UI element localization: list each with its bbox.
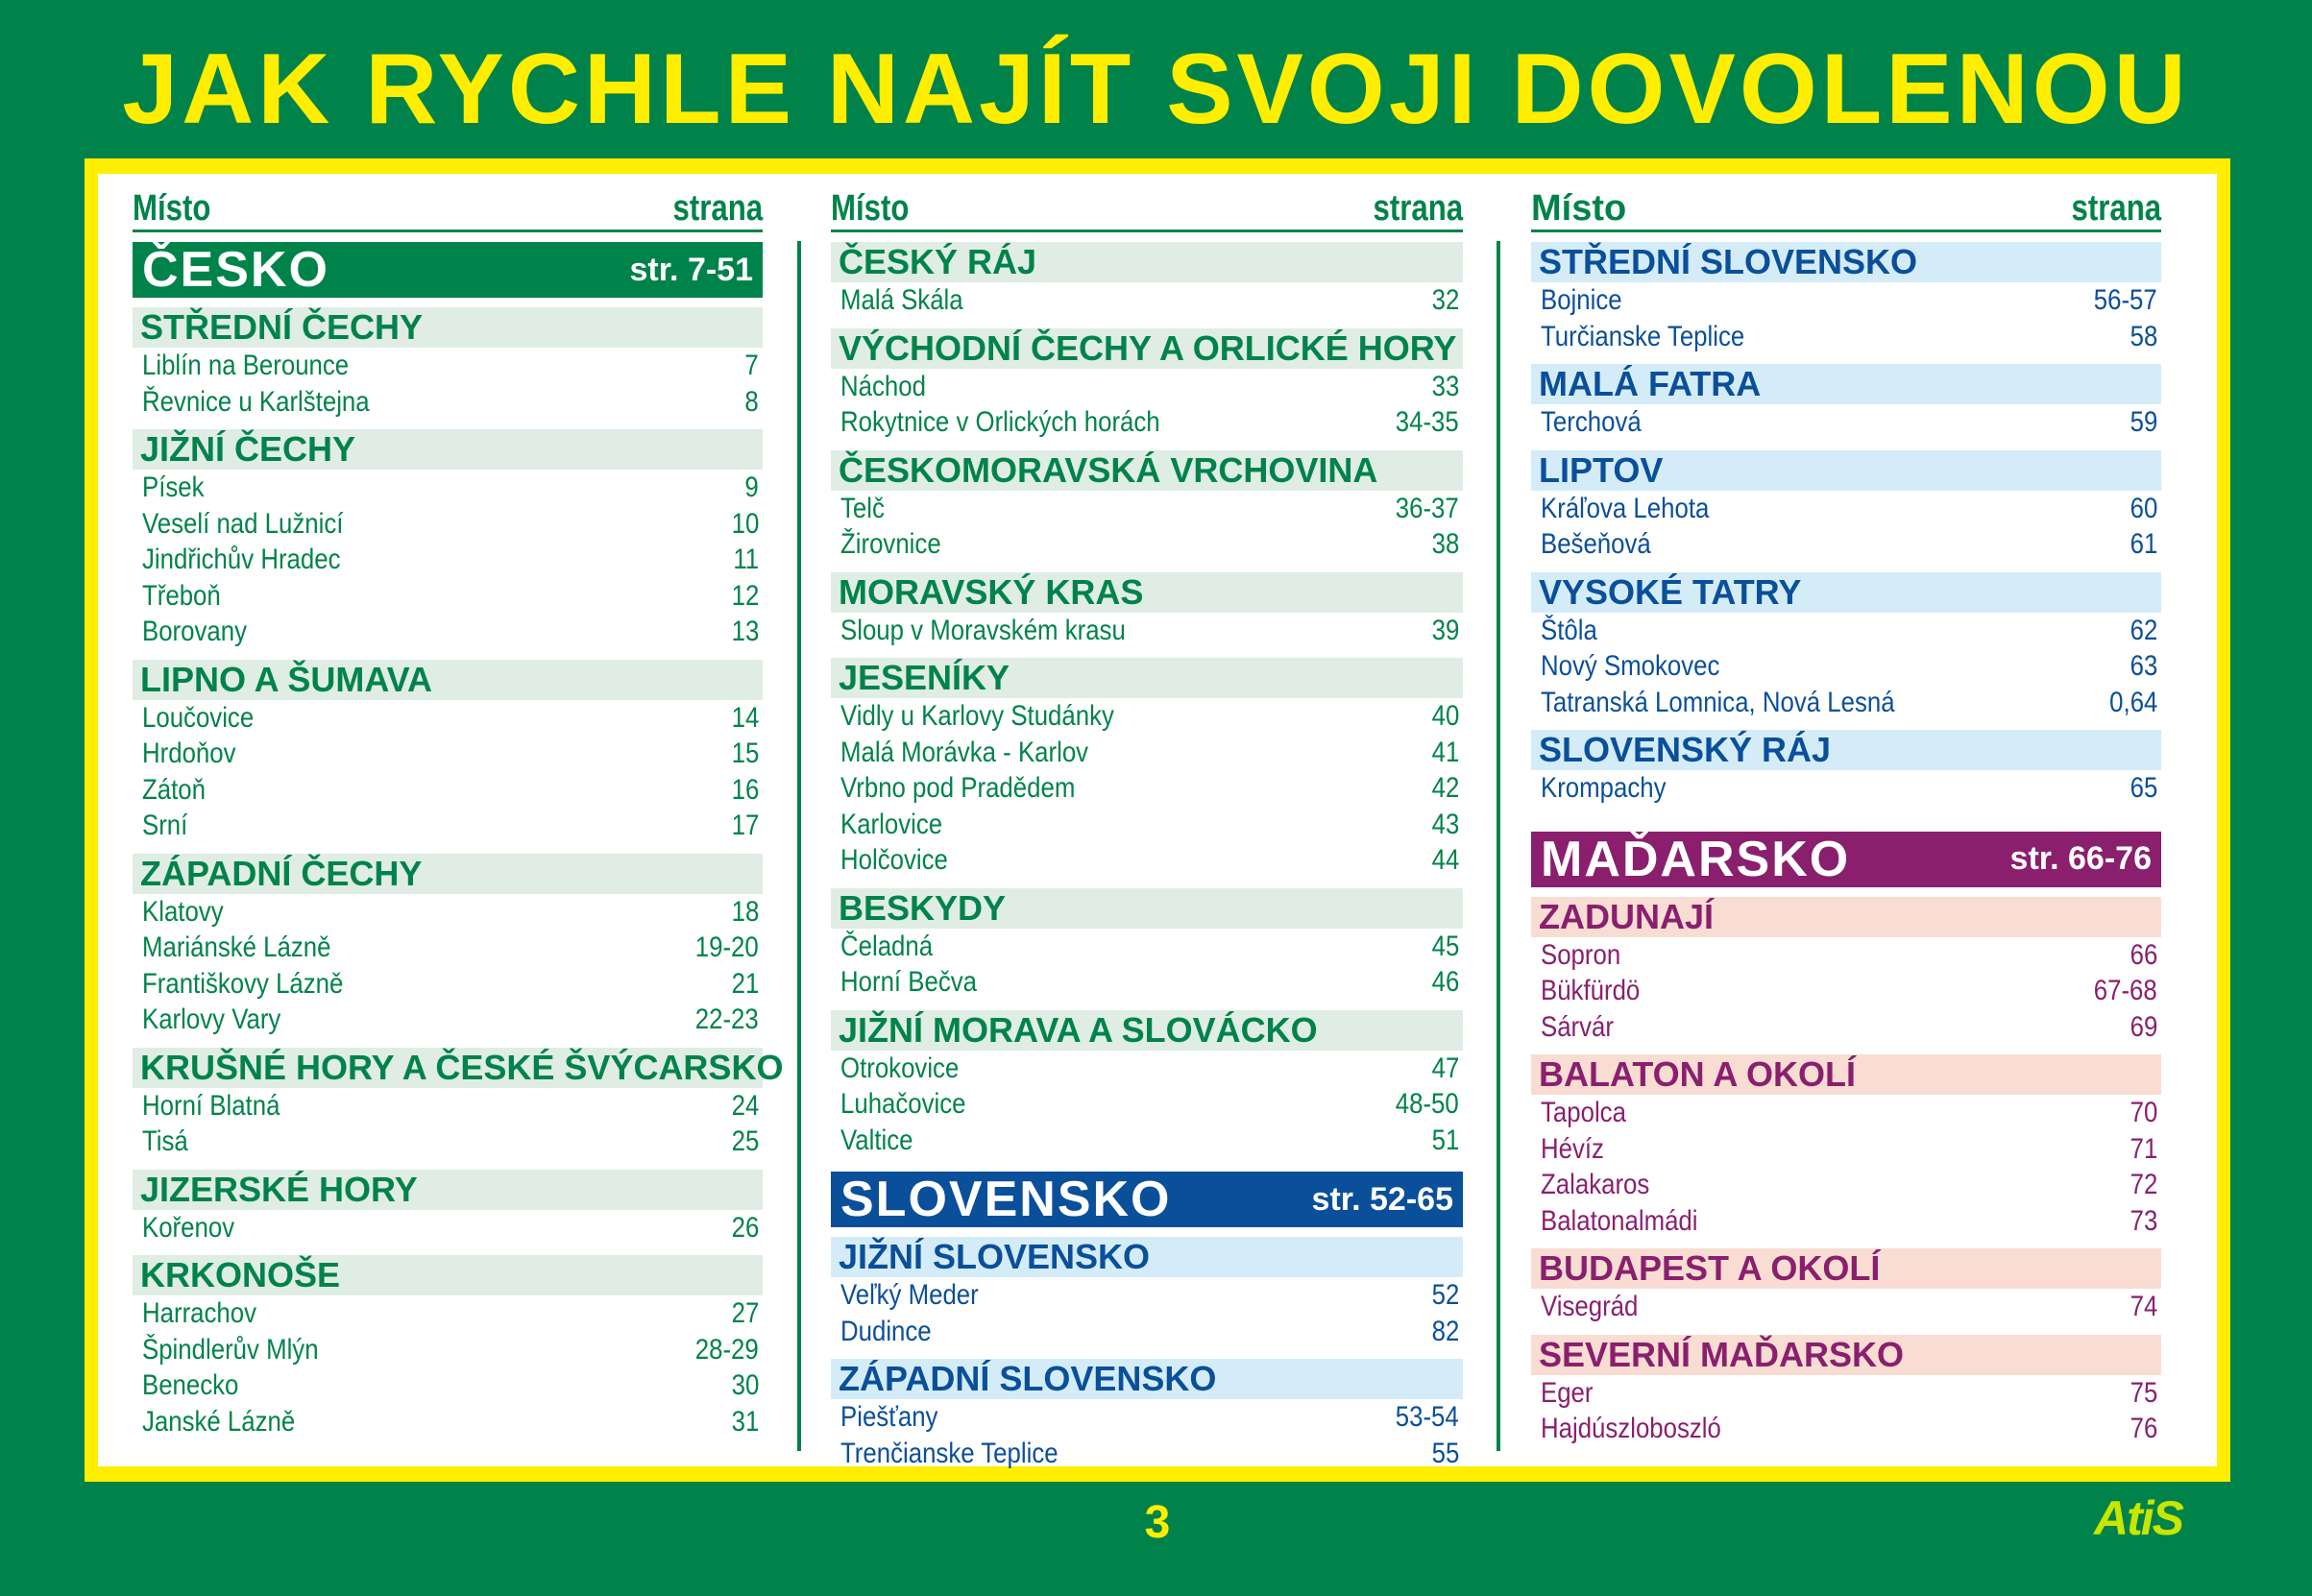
page-title: JAK RYCHLE NAJÍT SVOJI DOVOLENOU (122, 34, 2190, 145)
region-heading: SEVERNÍ MAĎARSKO (1531, 1335, 2161, 1375)
page-number: 8 (744, 385, 759, 418)
region-heading: JESENÍKY (831, 658, 1463, 698)
place-name: Čeladná (840, 930, 934, 962)
page-number: 10 (731, 507, 759, 540)
place-name: Karlovy Vary (142, 1004, 281, 1035)
list-item (1531, 1411, 2161, 1447)
country-banner-madarsko (1531, 832, 2161, 887)
page-number: 67-68 (2094, 975, 2157, 1006)
list-item (831, 929, 1463, 965)
list-item (831, 1086, 1463, 1123)
page-number: 31 (731, 1405, 759, 1438)
list-item (831, 491, 1463, 527)
page-number: 21 (731, 967, 759, 1000)
page-number: 30 (731, 1369, 759, 1401)
region-heading: VÝCHODNÍ ČECHY A ORLICKÉ HORY (831, 328, 1463, 369)
place-name: Bešeňová (1541, 528, 1651, 560)
page-number: 18 (731, 895, 759, 928)
list-item (831, 964, 1463, 1001)
list-item (1531, 1375, 2161, 1412)
list-item (133, 506, 763, 543)
col1-green (133, 242, 784, 1439)
list-item (1531, 1131, 2161, 1168)
list-item (1531, 1203, 2161, 1240)
region-heading: STŘEDNÍ SLOVENSKO (1531, 242, 2161, 282)
page-number: 3 (1144, 1497, 1171, 1548)
list-item (133, 1367, 763, 1404)
place-name: Kráľova Lehota (1541, 492, 1710, 524)
place-name: Řevnice u Karlštejna (142, 385, 370, 418)
place-name: Visegrád (1541, 1291, 1639, 1322)
place-name: Tatranská Lomnica, Nová Lesná (1541, 686, 1895, 718)
place-name: Bojnice (1541, 284, 1622, 316)
place-name: Kořenov (142, 1211, 235, 1244)
page-number: 14 (731, 701, 759, 734)
region-heading: ČESKOMORAVSKÁ VRCHOVINA (831, 450, 1463, 491)
region-list (133, 307, 784, 1439)
list-item (831, 735, 1463, 771)
region-heading: ZADUNAJÍ (1531, 897, 2161, 937)
list-item (831, 1277, 1463, 1314)
place-name: Valtice (840, 1124, 913, 1156)
region-heading: MORAVSKÝ KRAS (831, 572, 1463, 613)
list-item (133, 808, 763, 844)
index-panel-inner (98, 174, 2217, 1469)
place-name: Sárvár (1541, 1010, 1614, 1043)
place-name: Srní (142, 810, 188, 841)
place-name: Trenčianske Teplice (840, 1437, 1059, 1469)
page-number: 60 (2129, 492, 2157, 524)
region-heading: BUDAPEST A OKOLÍ (1531, 1248, 2161, 1289)
list-item (1531, 319, 2161, 355)
page-number: 53-54 (1396, 1401, 1459, 1433)
place-name: Sopron (1541, 938, 1621, 971)
place-name: Telč (840, 492, 885, 524)
place-name: Holčovice (840, 844, 948, 876)
list-item (831, 1436, 1463, 1472)
place-header: Místo (831, 188, 910, 229)
region-heading: VYSOKÉ TATRY (1531, 572, 2161, 613)
page-number: 36-37 (1396, 492, 1459, 524)
region-heading: ZÁPADNÍ ČECHY (133, 854, 763, 894)
list-item (133, 578, 763, 615)
list-item (1531, 613, 2161, 649)
place-name: Eger (1541, 1376, 1594, 1409)
col2-green (831, 242, 1463, 1158)
list-item (133, 894, 763, 931)
page-number: 40 (1431, 700, 1459, 732)
list-item (133, 1210, 763, 1246)
country-pages: str. 52-65 (1311, 1180, 1453, 1218)
list-item (133, 1404, 763, 1440)
region-heading: JIŽNÍ MORAVA A SLOVÁCKO (831, 1010, 1463, 1051)
place-name: Mariánské Lázně (142, 931, 331, 963)
region-heading: SLOVENSKÝ RÁJ (1531, 730, 2161, 770)
place-name: Piešťany (840, 1401, 938, 1433)
list-item (831, 1051, 1463, 1087)
place-name: Karlovice (840, 808, 943, 840)
page-number: 51 (1431, 1124, 1459, 1156)
page-number: 76 (2129, 1413, 2157, 1444)
place-name: Otrokovice (840, 1052, 960, 1084)
place-name: Hrdoňov (142, 738, 236, 769)
region-heading: BALATON A OKOLÍ (1531, 1054, 2161, 1095)
region-heading: MALÁ FATRA (1531, 364, 2161, 404)
page-number: 41 (1431, 736, 1459, 768)
page-number: 9 (744, 472, 759, 503)
list-item (133, 966, 763, 1003)
list-item (831, 1314, 1463, 1350)
place-name: Náchod (840, 370, 926, 402)
place-name: Veselí nad Lužnicí (142, 507, 344, 540)
page-number: 62 (2129, 614, 2157, 646)
page-number: 73 (2129, 1204, 2157, 1237)
list-item (133, 772, 763, 809)
list-item (133, 614, 763, 650)
place-name: Terchová (1541, 406, 1642, 438)
list-item (133, 700, 763, 737)
place-name: Borovany (142, 616, 248, 647)
col2-blue (831, 1172, 1463, 1471)
country-pages: str. 7-51 (629, 251, 753, 288)
list-item (831, 770, 1463, 807)
place-name: Krompachy (1541, 772, 1667, 804)
page-number: 39 (1431, 614, 1459, 646)
country-name: ČESKO (142, 242, 329, 298)
place-name: Tisá (142, 1125, 188, 1157)
page-number: 61 (2129, 528, 2157, 560)
place-name: Malá Morávka - Karlov (840, 736, 1089, 768)
page-number: 58 (2129, 320, 2157, 352)
place-name: Luhačovice (840, 1088, 966, 1120)
list-item (831, 526, 1463, 563)
place-name: Třeboň (142, 579, 221, 612)
page-number: 24 (731, 1089, 759, 1122)
list-item (1531, 1167, 2161, 1203)
place-name: Rokytnice v Orlických horách (840, 406, 1160, 438)
page-number: 38 (1431, 528, 1459, 560)
page-number: 75 (2129, 1376, 2157, 1409)
list-item (133, 1332, 763, 1368)
page-number: 46 (1431, 966, 1459, 998)
list-item (133, 1088, 763, 1124)
page-number: 43 (1431, 808, 1459, 840)
page-header: strana (2071, 188, 2161, 229)
atis-logo: AtiS (2094, 1491, 2182, 1545)
place-name: Horní Bečva (840, 966, 977, 998)
list-item (1531, 404, 2161, 441)
place-name: Zátoň (142, 773, 206, 806)
page-number: 70 (2129, 1097, 2157, 1128)
list-item (831, 807, 1463, 843)
list-item (1531, 1289, 2161, 1325)
region-heading: JIZERSKÉ HORY (133, 1170, 763, 1210)
column-header (831, 174, 1463, 232)
list-item (1531, 937, 2161, 974)
place-name: Malá Skála (840, 284, 963, 316)
page-number: 15 (731, 738, 759, 769)
country-name: MAĎARSKO (1541, 831, 1851, 887)
place-name: Hajdúszloboszló (1541, 1413, 1721, 1444)
place-name: Vrbno pod Pradědem (840, 772, 1076, 804)
page-number: 71 (2129, 1132, 2157, 1165)
list-item (1531, 770, 2161, 807)
region-heading: LIPTOV (1531, 450, 2161, 491)
list-item (1531, 648, 2161, 685)
place-name: Klatovy (142, 895, 224, 928)
column-header (133, 174, 763, 232)
page-number: 17 (731, 810, 759, 841)
region-heading: LIPNO A ŠUMAVA (133, 660, 763, 700)
list-item (831, 1123, 1463, 1159)
place-name: Janské Lázně (142, 1405, 296, 1438)
page-number: 13 (731, 616, 759, 647)
region-heading: STŘEDNÍ ČECHY (133, 307, 763, 348)
list-item (1531, 1009, 2161, 1046)
page-number: 59 (2129, 406, 2157, 438)
place-name: Bükfürdö (1541, 975, 1641, 1006)
place-header: Místo (133, 188, 211, 229)
list-item (133, 1295, 763, 1332)
page-number: 16 (731, 773, 759, 806)
place-header: Místo (1531, 188, 1627, 229)
list-item (1531, 1095, 2161, 1131)
list-item (831, 1399, 1463, 1436)
page-number: 32 (1431, 284, 1459, 316)
page-number: 26 (731, 1211, 759, 1244)
page-number: 27 (731, 1297, 759, 1329)
region-heading: JIŽNÍ ČECHY (133, 429, 763, 470)
list-item (831, 369, 1463, 405)
place-name: Veľký Meder (840, 1279, 979, 1311)
place-name: Jindřichův Hradec (142, 544, 341, 575)
page-number: 55 (1431, 1437, 1459, 1469)
place-name: Dudince (840, 1315, 932, 1347)
region-list (831, 1237, 1463, 1471)
country-banner-slovensko (831, 1172, 1463, 1227)
index-panel (85, 158, 2230, 1482)
column-3 (1531, 174, 2161, 1447)
region-heading: KRKONOŠE (133, 1255, 763, 1295)
region-heading: ZÁPADNÍ SLOVENSKO (831, 1359, 1463, 1399)
page-number: 19-20 (695, 931, 759, 963)
list-item (831, 404, 1463, 441)
column-divider (797, 241, 801, 1451)
list-item (133, 736, 763, 772)
region-list (1531, 242, 2161, 807)
page-number: 63 (2129, 650, 2157, 682)
page-number: 22-23 (695, 1004, 759, 1035)
place-name: Loučovice (142, 701, 255, 734)
page-number: 74 (2129, 1291, 2157, 1322)
place-name: Horní Blatná (142, 1089, 280, 1122)
list-item (1531, 282, 2161, 319)
region-heading: BESKYDY (831, 888, 1463, 929)
col3-purple (1531, 832, 2161, 1447)
place-name: Nový Smokovec (1541, 650, 1720, 682)
page-number: 45 (1431, 930, 1459, 962)
column-divider (1497, 241, 1500, 1451)
column-1 (133, 174, 784, 1439)
list-item (1531, 491, 2161, 527)
country-name: SLOVENSKO (840, 1172, 1172, 1227)
list-item (1531, 973, 2161, 1009)
page-number: 28-29 (695, 1333, 759, 1366)
place-name: Zalakaros (1541, 1169, 1650, 1200)
list-item (1531, 685, 2161, 721)
page-number: 25 (731, 1125, 759, 1157)
list-item (133, 384, 763, 421)
place-name: Benecko (142, 1369, 239, 1401)
place-name: Žirovnice (840, 528, 941, 560)
page-number: 82 (1431, 1315, 1459, 1347)
place-name: Tapolca (1541, 1097, 1626, 1128)
list-item (831, 282, 1463, 319)
page-number: 34-35 (1396, 406, 1459, 438)
column-2 (831, 174, 1463, 1471)
place-name: Vidly u Karlovy Studánky (840, 700, 1114, 732)
column-header (1531, 174, 2161, 232)
page-number: 44 (1431, 844, 1459, 876)
list-item (831, 698, 1463, 735)
place-name: Liblín na Berounce (142, 350, 350, 381)
list-item (133, 470, 763, 506)
page-number: 65 (2129, 772, 2157, 804)
page-number: 0,64 (2108, 686, 2157, 718)
place-name: Františkovy Lázně (142, 967, 344, 1000)
place-name: Harrachov (142, 1297, 257, 1329)
page-number: 33 (1431, 370, 1459, 402)
region-list (1531, 897, 2161, 1447)
page-number: 47 (1431, 1052, 1459, 1084)
region-heading: KRUŠNÉ HORY A ČESKÉ ŠVÝCARSKO (133, 1048, 763, 1088)
col3-blue (1531, 242, 2161, 807)
list-item (133, 930, 763, 966)
list-item (831, 842, 1463, 879)
page-number: 56-57 (2094, 284, 2157, 316)
list-item (133, 348, 763, 384)
place-name: Turčianske Teplice (1541, 320, 1745, 352)
place-name: Špindlerův Mlýn (142, 1333, 319, 1366)
country-pages: str. 66-76 (2009, 840, 2152, 877)
country-banner-cesko (133, 242, 763, 298)
place-name: Hévíz (1541, 1132, 1604, 1165)
region-list (831, 242, 1463, 1158)
list-item (1531, 526, 2161, 563)
region-heading: JIŽNÍ SLOVENSKO (831, 1237, 1463, 1277)
page-header: strana (1373, 188, 1463, 229)
place-name: Sloup v Moravském krasu (840, 614, 1126, 646)
page-number: 12 (731, 579, 759, 612)
list-item (133, 1002, 763, 1038)
list-item (831, 613, 1463, 649)
list-item (133, 542, 763, 578)
page-number: 11 (733, 544, 759, 575)
page-number: 72 (2129, 1169, 2157, 1200)
page-number: 42 (1431, 772, 1459, 804)
place-name: Písek (142, 472, 205, 503)
list-item (133, 1124, 763, 1160)
page-number: 69 (2129, 1010, 2157, 1043)
place-name: Balatonalmádi (1541, 1204, 1698, 1237)
page-header: strana (672, 188, 763, 229)
region-heading: ČESKÝ RÁJ (831, 242, 1463, 282)
page-number: 48-50 (1396, 1088, 1459, 1120)
place-name: Štôla (1541, 614, 1597, 646)
page-number: 52 (1431, 1279, 1459, 1311)
page-number: 7 (744, 350, 759, 381)
page-number: 66 (2129, 938, 2157, 971)
